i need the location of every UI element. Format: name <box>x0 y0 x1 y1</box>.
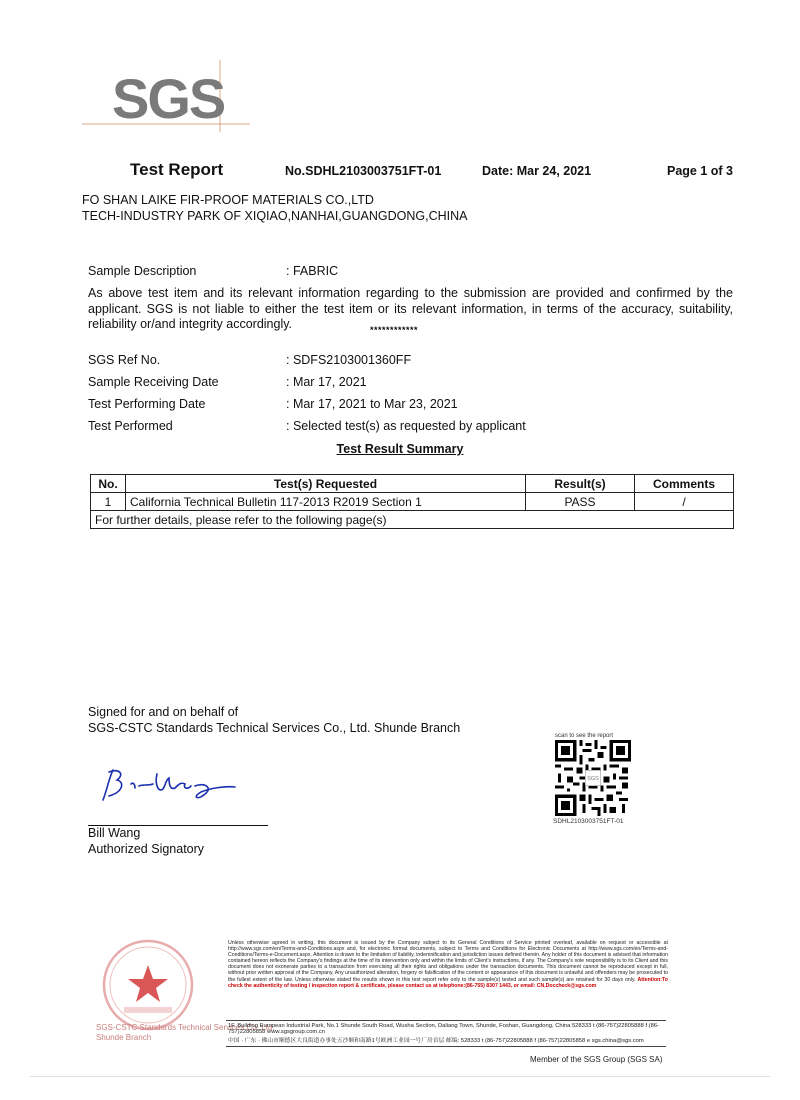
col-test-header: Test(s) Requested <box>126 475 526 493</box>
handwritten-signature <box>95 760 245 815</box>
company-address: TECH-INDUSTRY PARK OF XIQIAO,NANHAI,GUANGDONG,CHINA <box>82 209 468 223</box>
address-divider <box>226 1046 666 1047</box>
address-english: 1F, Building European Industrial Park, No.1 Shunde South Road, Wusha Section, Daliang Town, Shunde, Foshan, Guangdong, China 528333 t (86-757)22805888 f (86-757)22805858 www.sgsgroup.com.cn <box>228 1023 659 1035</box>
table-row <box>91 493 734 511</box>
table-footer: For further details, please refer to the following page(s) <box>91 511 734 529</box>
row-no: 1 <box>91 493 126 511</box>
signatory-block <box>88 826 204 857</box>
report-title: Test Report <box>130 160 224 179</box>
legal-fineprint <box>228 940 668 989</box>
summary-title: Test Result Summary <box>336 442 464 456</box>
performing-date-value: : Mar 17, 2021 to Mar 23, 2021 <box>286 397 458 411</box>
report-date: Date: Mar 24, 2021 <box>482 164 592 178</box>
test-performed-label: Test Performed <box>88 419 173 433</box>
col-no-header: No. <box>91 475 126 493</box>
performing-date-label: Test Performing Date <box>88 397 206 411</box>
receiving-date-label: Sample Receiving Date <box>88 375 219 389</box>
receiving-date-value: : Mar 17, 2021 <box>286 375 367 389</box>
row-result: PASS <box>526 493 635 511</box>
logo-text: SGS <box>112 67 225 130</box>
address-chinese: 中国 · 广东 · 佛山市顺德区大良街道办事处五沙顺和南路1号欧洲工业园一号厂房首层 邮编: 528333 t (86-757)22805888 f (86-757)22805858 e sgs.china@sgs.com <box>228 1038 644 1044</box>
page-indicator: Page 1 of 3 <box>667 164 733 178</box>
fineprint-divider <box>226 1020 666 1021</box>
signed-block <box>88 705 460 736</box>
signatory-name: Bill Wang <box>88 826 141 840</box>
qr-caption: scan to see the report <box>555 733 614 739</box>
ref-no-value: : SDFS2103001360FF <box>286 353 412 367</box>
company-name: FO SHAN LAIKE FIR-PROOF MATERIALS CO.,LTD <box>82 193 374 207</box>
stamp-line-2: Shunde Branch <box>96 1033 152 1042</box>
row-comments: / <box>635 493 734 511</box>
page-bottom-line <box>30 1076 770 1077</box>
signatory-role: Authorized Signatory <box>88 841 205 856</box>
sample-description-value: : FABRIC <box>286 264 339 278</box>
table-header-row <box>91 475 734 493</box>
test-performed-value: : Selected test(s) as requested by applicant <box>286 419 526 433</box>
qr-report-id: SDHL2103003751FT-01 <box>553 818 624 825</box>
sample-disclaimer: As above test item and its relevant information regarding to the submission are provided and confirmed by the applicant. SGS is not liable to either the test item or its relevant information, in terms of the accuracy, suitability, reliability or/and integrity accordingly. <box>88 286 733 331</box>
results-table <box>90 474 734 529</box>
signing-org: SGS-CSTC Standards Technical Services Co., Ltd. Shunde Branch <box>88 720 461 735</box>
qr-code[interactable] <box>555 740 631 816</box>
stamp-line-1: SGS-CSTC Standards Technical Services Co.,Ltd. <box>96 1023 275 1032</box>
fineprint-attention: Attention:To check the authenticity of testing / inspection report & certificate, please contact us at telephone:(86-755) 8307 1443, or email: CN.Doccheck@sgs.com <box>228 976 668 989</box>
qr-logo-text: SGS <box>587 776 599 783</box>
sgs-member-note: Member of the SGS Group (SGS SA) <box>530 1055 663 1064</box>
fineprint-body: Unless otherwise agreed in writing, this document is issued by the Company subject to its General Conditions of Service printed overleaf, available on request or accessible at http://www.sgs.com/en/Terms-and-Conditions.aspx and, for electronic format documents, subject to Terms and Conditions for Electronic Documents at http://www.sgs.com/en/Terms-and-Conditions/Terms-e-Document.aspx. Attention is drawn to the limitation of liability, indemnification and jurisdiction issues defined therein. Any holder of this document is advised that information contained hereon reflects the Company's findings at the time of its intervention only and within the limits of Client's instructions, if any. The Company's sole responsibility is to its Client and this document does not exonerate parties to a transaction from exercising all their rights and obligations under the transaction documents. This document cannot be reproduced except in full, without prior written approval of the Company. Any unauthorized alteration, forgery or falsification of the content or appearance of this document is unlawful and offenders may be prosecuted to the fullest extent of the law. Unless otherwise stated the results shown in this test report refer only to the sample(s) tested and such sample(s) are retained for 30 days only. <box>228 940 668 983</box>
ref-no-label: SGS Ref No. <box>88 353 161 367</box>
sample-description-label: Sample Description <box>88 264 197 278</box>
separator-stars: ************ <box>370 325 419 335</box>
sgs-logo <box>82 60 250 130</box>
table-footer-row <box>91 511 734 529</box>
report-number: No.SDHL2103003751FT-01 <box>285 164 442 178</box>
col-result-header: Result(s) <box>526 475 635 493</box>
row-test: California Technical Bulletin 117-2013 R2019 Section 1 <box>126 493 526 511</box>
col-comments-header: Comments <box>635 475 734 493</box>
signed-for: Signed for and on behalf of <box>88 705 239 719</box>
